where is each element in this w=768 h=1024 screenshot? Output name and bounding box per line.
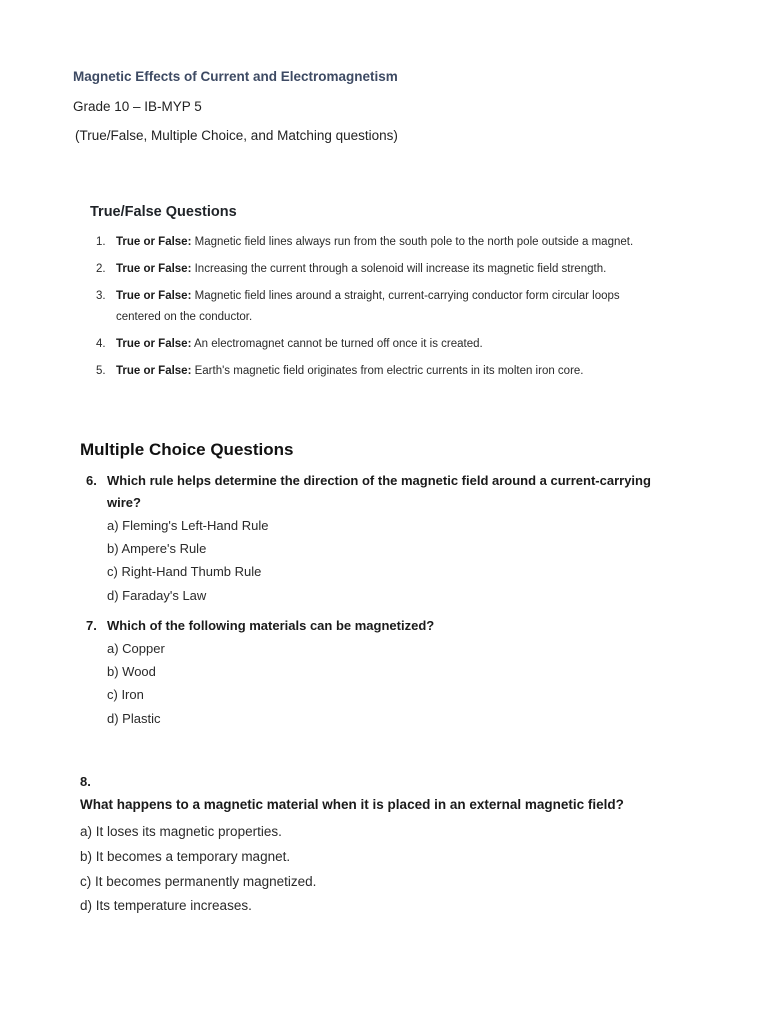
item-text: Magnetic field lines around a straight, current-carrying conductor form circular loops centered on the conductor. — [116, 290, 620, 323]
true-false-item — [96, 334, 656, 355]
question-6 — [86, 470, 686, 607]
item-number: 3. — [96, 290, 106, 302]
true-false-item — [96, 286, 656, 328]
answer-option: d) Plastic — [107, 710, 161, 726]
item-text: Increasing the current through a solenoid will increase its magnetic field strength. — [191, 263, 607, 275]
item-number: 5. — [96, 365, 106, 377]
answer-option: b) It becomes a temporary magnet. — [80, 848, 291, 864]
item-lead: True or False: — [116, 236, 192, 248]
true-false-heading: True/False Questions — [90, 204, 237, 220]
item-lead: True or False: — [116, 338, 192, 350]
answer-option: d) Its temperature increases. — [80, 898, 252, 914]
answer-option: d) Faraday's Law — [107, 587, 207, 603]
document-title: Magnetic Effects of Current and Electromagnetism — [73, 69, 398, 84]
item-text: Magnetic field lines always run from the south pole to the north pole outside a magnet. — [191, 236, 634, 248]
question-8-options — [80, 820, 316, 919]
question-7 — [86, 615, 686, 730]
answer-option: c) Right-Hand Thumb Rule — [107, 564, 262, 580]
question-text: Which rule helps determine the direction of the magnetic field around a current-carrying wire? — [107, 473, 651, 510]
question-number: 7. — [86, 618, 97, 633]
answer-option: b) Wood — [107, 664, 156, 680]
item-number: 1. — [96, 236, 106, 248]
question-number: 6. — [86, 473, 97, 488]
answer-option: b) Ampere's Rule — [107, 541, 207, 557]
true-false-item — [96, 361, 656, 382]
item-text: An electromagnet cannot be turned off once it is created. — [191, 338, 483, 350]
question-row — [86, 615, 686, 637]
multiple-choice-heading: Multiple Choice Questions — [80, 440, 294, 459]
grade-line: Grade 10 – IB-MYP 5 — [73, 99, 202, 114]
question-8-text: What happens to a magnetic material when it is placed in an external magnetic field? — [80, 797, 624, 812]
true-false-item — [96, 259, 656, 280]
answer-option: c) It becomes permanently magnetized. — [80, 873, 317, 889]
true-false-list — [96, 232, 656, 388]
item-text: Earth's magnetic field originates from electric currents in its molten iron core. — [191, 365, 584, 377]
answer-option: a) It loses its magnetic properties. — [80, 824, 282, 839]
item-lead: True or False: — [116, 365, 192, 377]
true-false-item — [96, 232, 656, 253]
question-text: Which of the following materials can be magnetized? — [107, 618, 435, 633]
item-number: 2. — [96, 263, 106, 275]
question-types-line: (True/False, Multiple Choice, and Matching questions) — [75, 128, 398, 143]
item-lead: True or False: — [116, 290, 192, 302]
answer-option: a) Fleming's Left-Hand Rule — [107, 518, 269, 533]
answer-option: c) Iron — [107, 687, 144, 703]
item-number: 4. — [96, 338, 106, 350]
question-8-number: 8. — [80, 774, 91, 789]
item-lead: True or False: — [116, 263, 192, 275]
question-row — [86, 470, 686, 514]
answer-option: a) Copper — [107, 641, 165, 656]
